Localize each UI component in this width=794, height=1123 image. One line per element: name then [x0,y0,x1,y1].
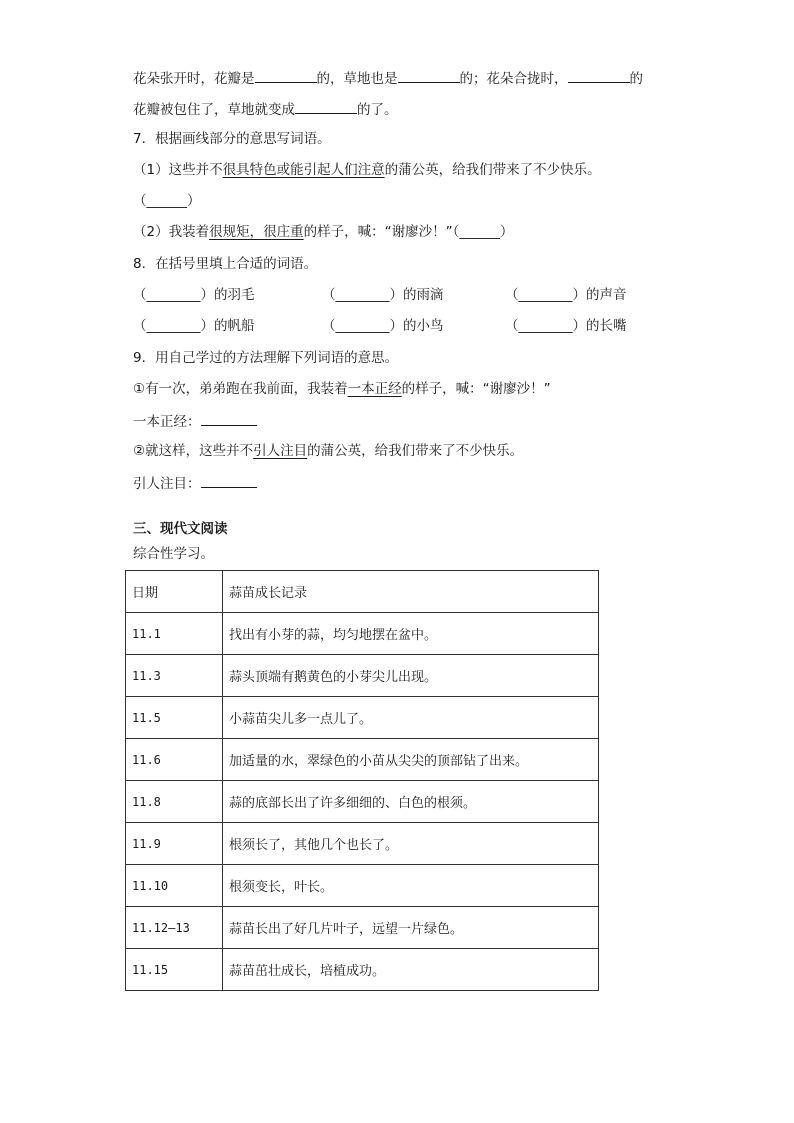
q9-s1-pre: ①有一次，弟弟跑在我前面，我装着 [133,381,348,397]
q8-blank-raindrop[interactable]: （________）的雨滴 [322,287,444,303]
date-cell: 11.15 [126,949,223,991]
date-cell: 11.12—13 [126,907,223,949]
q9-s1-post: 的样子，喊：“谢廖沙！” [401,381,551,397]
q8-blank-sound[interactable]: （________）的声音 [505,287,627,303]
underlined-phrase: 很具特色或能引起人们注意 [222,162,385,178]
q7-title: 7．根据画线部分的意思写词语。 [133,131,331,147]
q9-answer-2-label: 引人注目： [133,476,201,492]
underlined-phrase: 引人注目 [253,443,308,459]
record-cell: 根须变长，叶长。 [223,865,599,907]
fill-blank[interactable] [201,473,257,488]
q6-text: 的；花朵合拢时， [459,71,568,87]
record-cell: 根须长了，其他几个也长了。 [223,823,599,865]
date-cell: 11.5 [126,697,223,739]
underlined-phrase: 很规矩，很庄重 [209,224,304,240]
underlined-phrase: 一本正经 [347,381,402,397]
table-row [126,823,599,865]
record-cell: 蒜头顶端有鹅黄色的小芽尖儿出现。 [223,655,599,697]
record-cell: 找出有小芽的蒜，均匀地摆在盆中。 [223,613,599,655]
record-cell: 小蒜苗尖儿多一点儿了。 [223,697,599,739]
garlic-growth-table [125,570,599,991]
table-row [126,613,599,655]
table-row [126,697,599,739]
q6-text: 的，草地也是 [316,71,398,87]
table-row [126,655,599,697]
q9-sentence-2 [133,442,523,460]
table-row [126,781,599,823]
fill-blank[interactable] [398,68,460,83]
section-intro: 综合性学习。 [133,546,214,562]
record-cell: 蒜苗长出了好几片叶子，远望一片绿色。 [223,907,599,949]
fill-blank[interactable] [568,68,630,83]
date-cell: 11.8 [126,781,223,823]
table-row [126,907,599,949]
record-cell: 蒜苗茁壮成长，培植成功。 [223,949,599,991]
q7-item-1-post: 的蒲公英，给我们带来了不少快乐。 [384,162,601,178]
q9-title: 9．用自己学过的方法理解下列词语的意思。 [133,350,399,366]
q7-item-2 [133,223,513,241]
q6-line-2 [133,99,398,119]
q7-item-1-answer[interactable]: （______） [133,193,201,209]
header-record: 蒜苗成长记录 [223,571,599,613]
q7-item-2-pre: （2）我装着 [133,224,210,240]
date-cell: 11.10 [126,865,223,907]
q6-text: 花朵张开时，花瓣是 [133,71,255,87]
table-header-row [126,571,599,613]
q8-blank-beak[interactable]: （________）的长嘴 [505,318,627,334]
date-cell: 11.1 [126,613,223,655]
q7-item-1-pre: （1）这些并不 [133,162,223,178]
record-cell: 加适量的水，翠绿色的小苗从尖尖的顶部钻了出来。 [223,739,599,781]
q6-line-1 [133,68,643,88]
table-row [126,865,599,907]
q7-item-2-post: 的样子，喊：“谢廖沙！”（______） [303,224,514,240]
fill-blank[interactable] [295,99,357,114]
q9-s2-pre: ②就这样，这些并不 [133,443,254,459]
fill-blank[interactable] [201,411,257,426]
q8-blank-feather[interactable]: （________）的羽毛 [133,287,255,303]
q9-sentence-1 [133,380,551,398]
q8-title: 8．在括号里填上合适的词语。 [133,256,318,272]
table-row [126,949,599,991]
section-heading: 三、现代文阅读 [133,521,228,537]
q8-blank-bird[interactable]: （________）的小鸟 [322,318,444,334]
q6-text: 花瓣被包住了，草地就变成 [133,102,295,118]
header-date: 日期 [126,571,223,613]
fill-blank[interactable] [255,68,317,83]
q9-answer-2 [133,473,257,493]
q6-text: 的 [629,71,643,87]
table-row [126,739,599,781]
q6-text: 的了。 [357,102,398,118]
q7-item-1 [133,161,601,179]
record-cell: 蒜的底部长出了许多细细的、白色的根须。 [223,781,599,823]
q9-answer-1-label: 一本正经： [133,414,201,430]
date-cell: 11.3 [126,655,223,697]
q9-s2-post: 的蒲公英，给我们带来了不少快乐。 [307,443,524,459]
q8-blank-sailboat[interactable]: （________）的帆船 [133,318,255,334]
q9-answer-1 [133,411,257,431]
date-cell: 11.6 [126,739,223,781]
date-cell: 11.9 [126,823,223,865]
